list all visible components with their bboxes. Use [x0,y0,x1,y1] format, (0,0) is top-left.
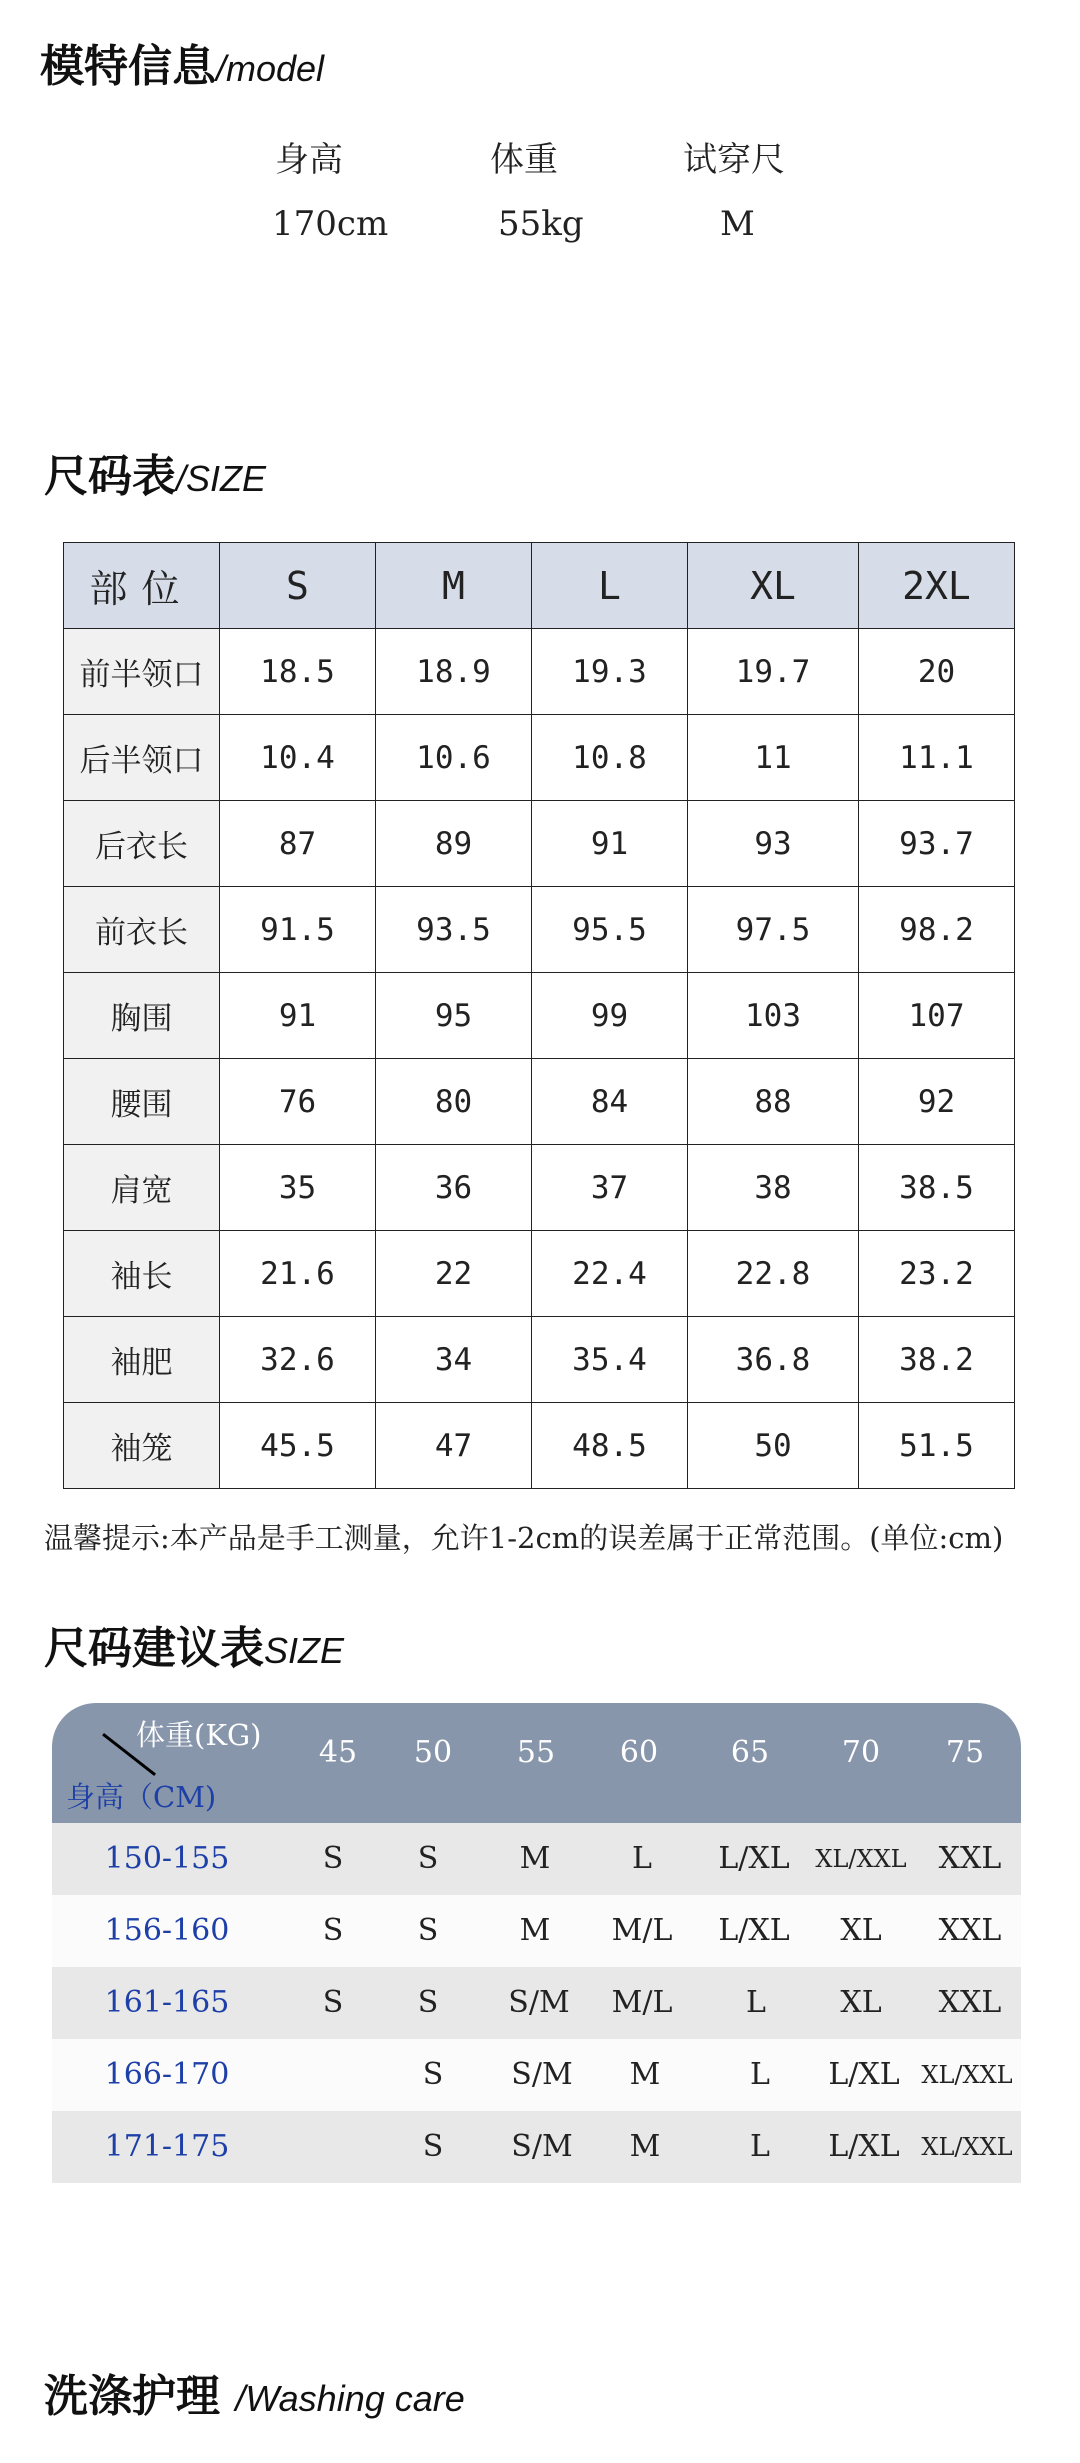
measurement-tip: 温馨提示:本产品是手工测量，允许1-2cm的误差属于正常范围。(单位:cm) [44,1521,1004,1555]
table-cell: 92 [859,1059,1015,1145]
table-cell: 37 [532,1145,688,1231]
table-cell: 45.5 [220,1403,376,1489]
size-cell: XL [840,1913,882,1948]
size-cell: M [629,2129,661,2164]
height-range: 161-165 [104,1985,230,2020]
recommend-row [52,2111,1021,2183]
table-cell: 76 [220,1059,376,1145]
row-part: 后半领口 [64,715,220,801]
table-row [64,973,1015,1059]
size-cell: L/XL [718,1913,790,1948]
table-cell: 18.9 [376,629,532,715]
weight-col-header: 65 [730,1735,770,1770]
table-cell: 11 [688,715,859,801]
table-cell: 36.8 [688,1317,859,1403]
size-cell: M [519,1841,551,1876]
table-cell: 88 [688,1059,859,1145]
model-title [40,30,324,94]
weight-col-header: 50 [413,1735,453,1770]
table-cell: 93 [688,801,859,887]
height-range: 156-160 [104,1913,230,1948]
weight-col-header: 60 [619,1735,659,1770]
table-cell: 93.5 [376,887,532,973]
recommend-row [52,1895,1021,1967]
table-row [64,1145,1015,1231]
size-cell: XXL [938,1841,1002,1876]
model-weight-value: 55kg [498,204,584,244]
table-cell: 22.8 [688,1231,859,1317]
size-cell: S [417,1985,439,2020]
size-cell: S [422,2057,444,2092]
table-row [64,1059,1015,1145]
table-cell: 80 [376,1059,532,1145]
size-cell: M/L [611,1913,673,1948]
size-cell: S [322,1841,344,1876]
row-part: 袖笼 [64,1403,220,1489]
row-part: 肩宽 [64,1145,220,1231]
weight-col-header: 55 [516,1735,556,1770]
model-height-label: 身高 [275,140,343,180]
header-part: 部位 [64,543,220,629]
size-cell: L [750,2057,770,2092]
header-size-xl: XL [688,543,859,629]
row-part: 后衣长 [64,801,220,887]
table-cell: 95.5 [532,887,688,973]
table-cell: 38.2 [859,1317,1015,1403]
row-part: 腰围 [64,1059,220,1145]
table-cell: 51.5 [859,1403,1015,1489]
table-row [64,629,1015,715]
corner-height-label: 身高（CM) [66,1780,217,1814]
model-title-cn: 模特信息 [40,41,216,92]
row-part: 胸围 [64,973,220,1059]
table-cell: 103 [688,973,859,1059]
table-cell: 20 [859,629,1015,715]
recommend-row [52,1967,1021,2039]
table-cell: 47 [376,1403,532,1489]
table-cell: 48.5 [532,1403,688,1489]
recommend-header-row [52,1703,1021,1823]
size-cell: L [750,2129,770,2164]
table-row [64,801,1015,887]
washing-title-en: /Washing care [235,2378,465,2419]
table-cell: 93.7 [859,801,1015,887]
recommend-title-en: SIZE [264,1630,345,1671]
table-cell: 19.3 [532,629,688,715]
recommend-title [44,1612,344,1676]
table-cell: 97.5 [688,887,859,973]
height-range: 150-155 [104,1841,230,1876]
size-cell: L/XL [828,2129,900,2164]
size-recommend-table [52,1703,1021,2183]
size-cell: XL/XXL [921,2133,1013,2161]
height-range: 166-170 [104,2057,230,2092]
table-cell: 38.5 [859,1145,1015,1231]
table-cell: 22.4 [532,1231,688,1317]
table-cell: 18.5 [220,629,376,715]
size-cell: XXL [938,1985,1002,2020]
size-table-title [44,440,266,504]
table-cell: 34 [376,1317,532,1403]
table-cell: 22 [376,1231,532,1317]
size-cell: M/L [611,1985,673,2020]
size-table [63,542,1015,1489]
model-weight-label: 体重 [490,140,558,180]
table-row [64,715,1015,801]
table-cell: 35.4 [532,1317,688,1403]
table-cell: 35 [220,1145,376,1231]
table-cell: 50 [688,1403,859,1489]
size-cell: L/XL [718,1841,790,1876]
table-cell: 32.6 [220,1317,376,1403]
size-cell: L [746,1985,766,2020]
header-size-l: L [532,543,688,629]
table-cell: 36 [376,1145,532,1231]
size-cell: M [629,2057,661,2092]
table-cell: 23.2 [859,1231,1015,1317]
size-cell: L [632,1841,652,1876]
table-cell: 10.6 [376,715,532,801]
size-cell: S/M [508,1985,570,2020]
recommend-row [52,2039,1021,2111]
size-cell: S/M [511,2129,573,2164]
weight-col-header: 45 [318,1735,358,1770]
model-size-value: M [720,204,755,244]
weight-col-header: 75 [945,1735,985,1770]
row-part: 袖肥 [64,1317,220,1403]
size-cell: S [422,2129,444,2164]
height-range: 171-175 [104,2129,230,2164]
washing-title-cn: 洗涤护理 [44,2371,220,2422]
size-cell: XL/XXL [921,2061,1013,2089]
header-size-2xl: 2XL [859,543,1015,629]
size-cell: XXL [938,1913,1002,1948]
table-cell: 98.2 [859,887,1015,973]
table-cell: 95 [376,973,532,1059]
table-row [64,1231,1015,1317]
row-part: 前半领口 [64,629,220,715]
table-row [64,887,1015,973]
table-cell: 11.1 [859,715,1015,801]
size-title-en: /SIZE [176,458,267,499]
table-cell: 91.5 [220,887,376,973]
table-cell: 89 [376,801,532,887]
size-cell: XL/XXL [815,1845,907,1873]
size-cell: M [519,1913,551,1948]
size-cell: S [322,1913,344,1948]
weight-col-header: 70 [841,1735,881,1770]
table-cell: 99 [532,973,688,1059]
model-height-value: 170cm [272,204,389,244]
size-cell: S [417,1841,439,1876]
header-size-m: M [376,543,532,629]
header-size-s: S [220,543,376,629]
size-cell: S [417,1913,439,1948]
table-cell: 21.6 [220,1231,376,1317]
size-cell: S [322,1985,344,2020]
size-cell: XL [840,1985,882,2020]
table-row [64,1317,1015,1403]
recommend-row [52,1823,1021,1895]
size-cell: L/XL [828,2057,900,2092]
table-cell: 10.4 [220,715,376,801]
table-cell: 10.8 [532,715,688,801]
table-cell: 91 [220,973,376,1059]
recommend-title-cn: 尺码建议表 [44,1623,264,1674]
table-row [64,1403,1015,1489]
table-cell: 87 [220,801,376,887]
corner-weight-label: 体重(KG) [136,1718,262,1752]
model-size-label: 试穿尺 [683,140,785,180]
size-title-cn: 尺码表 [44,451,176,502]
size-table-header-row [64,543,1015,629]
table-cell: 91 [532,801,688,887]
model-title-en: /model [216,48,325,89]
washing-care-title [44,2360,465,2424]
row-part: 袖长 [64,1231,220,1317]
size-cell: S/M [511,2057,573,2092]
row-part: 前衣长 [64,887,220,973]
table-cell: 19.7 [688,629,859,715]
table-cell: 38 [688,1145,859,1231]
table-cell: 107 [859,973,1015,1059]
table-cell: 84 [532,1059,688,1145]
